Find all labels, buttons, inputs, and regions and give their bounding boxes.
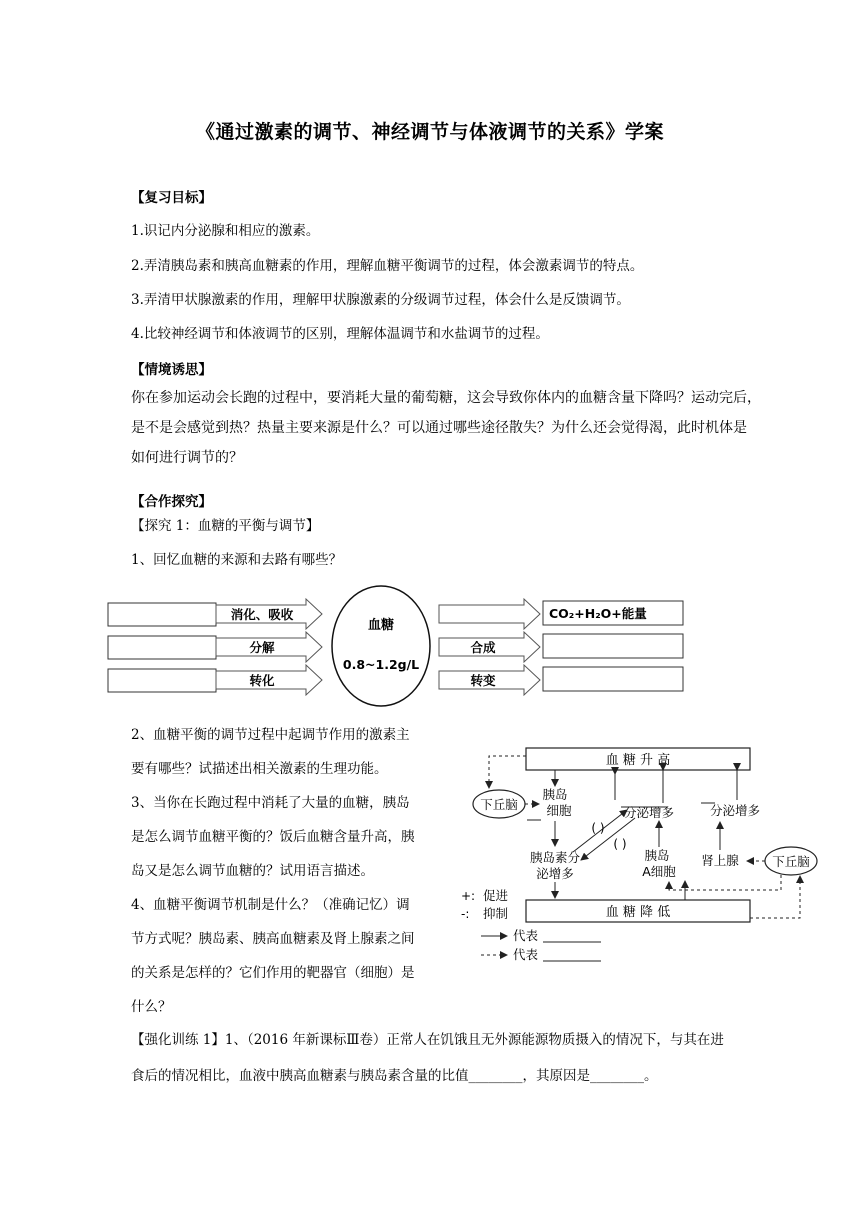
question-3-line-2: 是怎么调节血糖平衡的？饭后血糖含量升高，胰: [131, 829, 415, 845]
situation-line-1: 你在参加运动会长跑的过程中，要消耗大量的葡萄糖，这会导致你体内的血糖含量下降吗？运动完后，: [131, 390, 761, 406]
adrenal-label: 肾上腺: [701, 853, 739, 868]
in-arrow-label-1: 消化、吸收: [230, 607, 294, 622]
situation-line-2: 是不是会感觉到热？热量主要来源是什么？可以通过哪些途径散失？为什么还会觉得渴，此时机体是: [131, 420, 747, 436]
out-arrow-1: [439, 599, 540, 629]
question-2-line-1: 2、血糖平衡的调节过程中起调节作用的激素主: [131, 727, 410, 743]
hypothalamus-left-label: 下丘脑: [480, 797, 518, 812]
question-1: 1、回忆血糖的来源和去路有哪些？: [131, 552, 343, 568]
legend-plus-symbol: +:: [461, 889, 476, 903]
coop-heading: 【合作探究】: [131, 494, 212, 510]
question-2-line-2: 要有哪些？试描述出相关激素的生理功能。: [131, 761, 388, 777]
paren-2: ( ): [613, 837, 627, 851]
situation-heading: 【情境诱思】: [131, 362, 212, 378]
out-arrow-label-2: 合成: [470, 640, 496, 655]
sink-blank-3[interactable]: [543, 667, 683, 691]
training-line-2: 食后的情况相比，血液中胰高血糖素与胰岛素含量的比值________，其原因是________。: [131, 1068, 658, 1084]
review-heading: 【复习目标】: [131, 190, 212, 206]
edge-hypo-right-to-acell: [669, 875, 781, 890]
insulin-line1: 胰岛素分: [529, 850, 581, 865]
blood-sugar-range: 0.8~1.2g/L: [342, 657, 420, 672]
review-item-4: 4.比较神经调节和体液调节的区别，理解体温调节和水盐调节的过程。: [131, 326, 549, 342]
review-item-2: 2.弄清胰岛素和胰高血糖素的作用，理解血糖平衡调节的过程，体会激素调节的特点。: [131, 258, 644, 274]
sugar-rise-label: 血 糖 升 高: [605, 753, 671, 768]
islet-cell-line2: 细胞: [546, 803, 572, 818]
sink-box-1-text: CO₂+H₂O+能量: [549, 606, 647, 621]
page-title: 《通过激素的调节、神经调节与体液调节的关系》学案: [195, 121, 664, 143]
out-arrow-label-3: 转变: [470, 673, 496, 688]
review-item-1: 1.识记内分泌腺和相应的激素。: [131, 223, 320, 239]
in-arrow-label-2: 分解: [249, 640, 275, 655]
edge-fall-to-hypo-right: [750, 876, 800, 918]
legend-dashed-text: 代表: [513, 947, 539, 962]
question-4-line-2: 节方式呢？胰岛素、胰高血糖素及肾上腺素之间: [131, 931, 415, 947]
question-4-line-1: 4、血糖平衡调节机制是什么？（准确记忆）调: [131, 897, 410, 913]
situation-line-3: 如何进行调节的？: [131, 450, 243, 466]
blood-sugar-diagram: [100, 583, 700, 713]
sugar-fall-label: 血 糖 降 低: [605, 905, 671, 920]
a-cell-line1: 胰岛: [644, 848, 670, 863]
islet-cell-line1: 胰岛: [542, 787, 568, 802]
review-item-3: 3.弄清甲状腺激素的作用，理解甲状腺激素的分级调节过程，体会什么是反馈调节。: [131, 292, 630, 308]
question-3-line-3: 岛又是怎么调节血糖的？试用语言描述。: [131, 863, 374, 879]
legend-minus-symbol: -:: [461, 907, 470, 921]
sink-blank-2[interactable]: [543, 634, 683, 658]
blood-sugar-ellipse: [332, 586, 430, 706]
hypothalamus-right-label: 下丘脑: [772, 854, 810, 869]
in-arrow-label-3: 转化: [249, 673, 275, 688]
blood-sugar-title: 血糖: [367, 618, 395, 633]
question-4-line-4: 什么？: [131, 999, 172, 1015]
a-cell-line2: A细胞: [642, 864, 676, 879]
secrete-more-a: 分泌增多: [623, 805, 675, 820]
training-line-1: 【强化训练 1】1、（2016 年新课标Ⅲ卷）正常人在饥饿且无外源能源物质摄入的情况下，与其在进: [131, 1032, 724, 1048]
insulin-line2: 泌增多: [536, 866, 574, 881]
legend-plus-text: 促进: [483, 888, 509, 903]
legend-solid-text: 代表: [513, 928, 539, 943]
source-blank-3[interactable]: [108, 669, 216, 692]
legend-minus-text: 抑制: [483, 906, 509, 921]
secrete-more-b: 分泌增多: [709, 803, 761, 818]
source-blank-2[interactable]: [108, 636, 216, 659]
explore1-heading: 【探究 1：血糖的平衡与调节】: [131, 518, 320, 534]
edge-rise-to-hypo-left: [489, 756, 526, 788]
paren-1: ( ): [591, 821, 605, 835]
question-3-line-1: 3、当你在长跑过程中消耗了大量的血糖，胰岛: [131, 795, 410, 811]
regulation-diagram: [455, 740, 825, 970]
source-blank-1[interactable]: [108, 603, 216, 626]
question-4-line-3: 的关系是怎样的？它们作用的靶器官（细胞）是: [131, 965, 415, 981]
